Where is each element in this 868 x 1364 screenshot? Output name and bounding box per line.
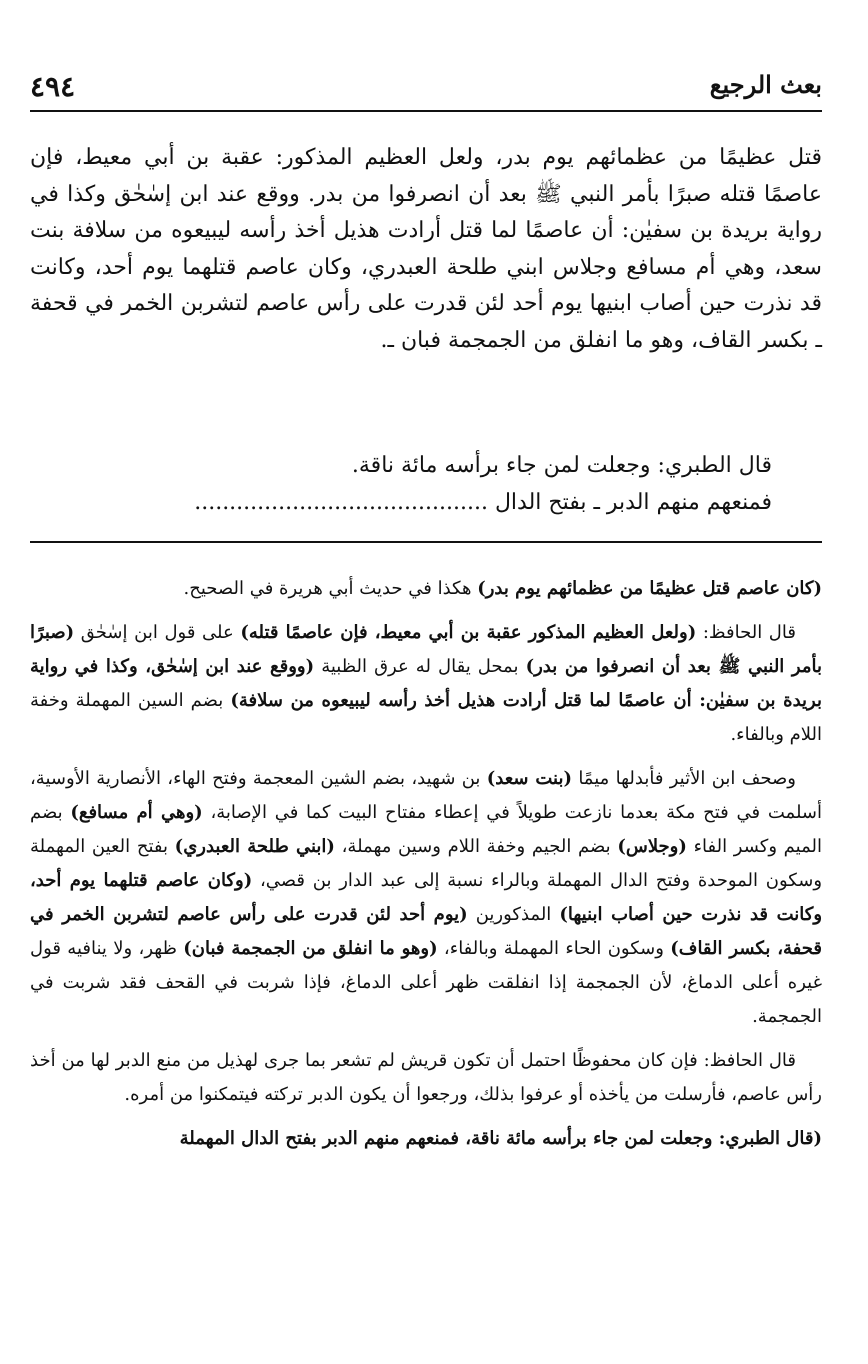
commentary-text: على قول ابن إسٰحٰق (74, 622, 241, 643)
commentary-bold-text: (ابني طلحة العبدري) (174, 836, 335, 857)
commentary-bold-text: (قال الطبري: وجعلت لمن جاء برأسه مائة ناقة، فمنعهم منهم الدبر بفتح الدال المهملة (179, 1128, 822, 1149)
commentary-bold-text: (ولعل العظيم المذكور عقبة بن أبي معيط، فإن عاصمًا قتله) (240, 622, 697, 643)
quotes-block (30, 447, 822, 521)
commentary-bold-text: (يوم أحد لئن قدرت على رأس عاصم لتشربن الخمر في قحفة، بكسر القاف) (30, 904, 822, 959)
commentary-bold-text: (وجلاس) (617, 836, 687, 857)
commentary-bold-text: (وكان عاصم قتلهما يوم أحد، وكانت قد نذرت حين أصاب ابنيها) (30, 870, 823, 925)
quote-line-2-dots: .......................................... (194, 490, 488, 515)
commentary-text: وسكون الحاء المهملة وبالفاء، (437, 938, 671, 959)
commentary-text: بفتح العين المهملة وسكون الموحدة وفتح الدال المهملة وبالراء نسبة إلى عبد الدار بن قصي، (30, 836, 823, 891)
running-title: بعث الرجيع (709, 70, 822, 99)
commentary-bold-text: (صبرًا بأمر النبي ﷺ بعد أن انصرفوا من بدر) (30, 622, 823, 677)
commentary-text: قال الحافظ: (696, 622, 796, 643)
commentary-bold-text: (وهي أم مسافع) (70, 802, 203, 823)
main-text: قتل عظيمًا من عظمائهم يوم بدر، ولعل العظيم المذكور: عقبة بن أبي معيط، فإن عاصمًا قتله صبرًا بأمر النبي ﷺ بعد أن انصرفوا من بدر. ووقع عند ابن إسٰحٰق وكذا في رواية بريدة بن سفيٰن: أن عاصمًا لما قتل أرادت هذيل أخذ رأسه ليبيعوه من سلافة بنت سعد، وهي أم مسافع وجلاس ابني طلحة العبدري، وكان عاصم قتلهما يوم أحد، وكانت قد نذرت حين أصاب ابنيها يوم أحد لئن قدرت على رأس عاصم لتشربن الخمر في قحفة ـ بكسر القاف، وهو ما انفلق من الجمجمة فبان ـ. (30, 145, 822, 353)
commentary-text: وصحف ابن الأثير فأبدلها ميمًا (572, 768, 796, 789)
commentary-bold-text: (بنت سعد) (486, 768, 572, 789)
commentary-bold-text: (ووقع عند ابن إسٰحٰق، وكذا في رواية بريدة بن سفيٰن: أن عاصمًا لما قتل أرادت هذيل أخذ رأسه ليبيعوه من سلافة) (30, 656, 822, 711)
commentary-text: بضم الميم وكسر الفاء (30, 802, 822, 857)
commentary-text: قال الحافظ: فإن كان محفوظًا احتمل أن تكون قريش لم تشعر بما جرى لهذيل من منع الدبر لها من أخذ رأس عاصم، فأرسلت من يأخذه أو عرفوا بذلك، ورجعوا أن يكون الدبر تركته فيتمكنوا من أمره. (30, 1050, 822, 1105)
commentary-paragraph-2 (30, 616, 822, 752)
quote-line-2 (30, 484, 822, 521)
commentary-text: المذكورين (467, 904, 560, 925)
commentary-text: بضم الجيم وخفة اللام وسين مهملة، (334, 836, 618, 857)
page-header (30, 70, 822, 112)
commentary-bold-text: (وهو ما انفلق من الجمجمة فبان) (183, 938, 438, 959)
commentary-bold-text: (كان عاصم قتل عظيمًا من عظمائهم يوم بدر) (477, 578, 822, 599)
page-number: ٤٩٤ (30, 70, 76, 103)
commentary-paragraph-3 (30, 762, 822, 1034)
commentary-text: بمحل يقال له عرق الظبية (314, 656, 526, 677)
commentary-text: بضم السين المهملة وخفة اللام وبالفاء. (30, 690, 822, 745)
commentary-text: ظهر، ولا ينافيه قول غيره أعلى الدماغ، لأن الجمجمة إذا انفلقت ظهر أعلى الدماغ، فإذا شربت في القحف فقد شربت في الجمجمة. (30, 938, 822, 1027)
commentary-paragraph-1 (30, 572, 822, 606)
commentary-paragraph-4 (30, 1044, 822, 1112)
commentary-text: بن شهيد، بضم الشين المعجمة وفتح الهاء، الأنصارية الأوسية، أسلمت في فتح مكة بعدما نازعت طويلاً في إعطاء مفتاح البيت كما في الإصابة، (30, 768, 822, 823)
commentary (30, 572, 822, 1166)
quote-line-2-text: فمنعهم منهم الدبر ـ بفتح الدال (494, 490, 772, 515)
commentary-text: هكذا في حديث أبي هريرة في الصحيح. (183, 578, 478, 599)
quote-line-1: قال الطبري: وجعلت لمن جاء برأسه مائة ناقة. (351, 453, 772, 478)
commentary-paragraph-5 (30, 1122, 822, 1156)
separator-rule (30, 541, 822, 543)
